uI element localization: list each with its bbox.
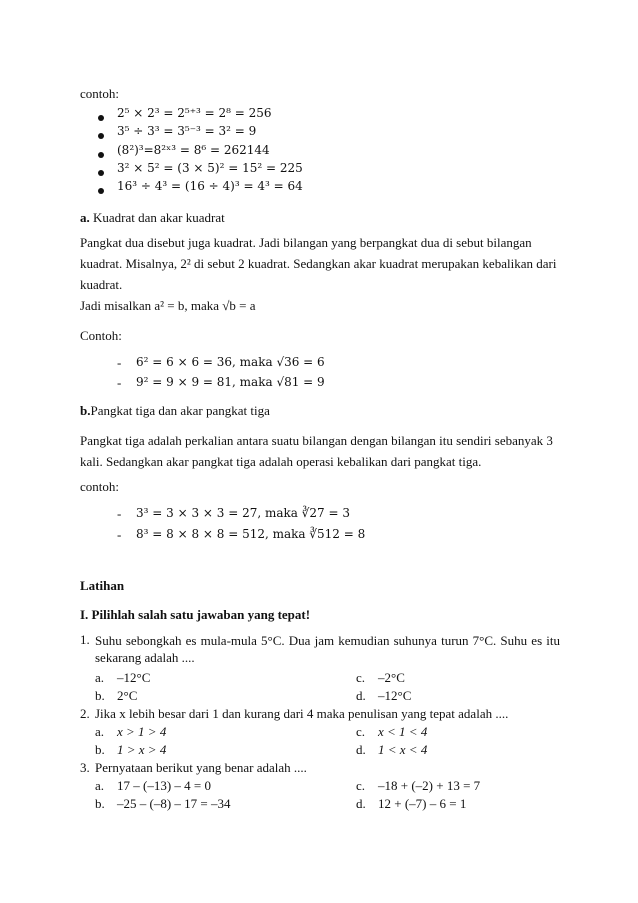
section-b-paragraph: Pangkat tiga adalah perkalian antara suatu bilangan dengan bilangan itu sendiri sebanyak 3 kali. Sedangkan akar pangkat tiga adalah operasi kebalikan dari pangkat tiga.: [80, 433, 553, 469]
bullet-item: 3² × 5² = (3 × 5)² = 15² = 225: [117, 161, 303, 175]
question-text: Pernyataan berikut yang benar adalah ....: [95, 760, 307, 775]
option-b[interactable]: b. 2°C: [95, 688, 138, 703]
option-b[interactable]: b. 1 > x > 4: [95, 742, 167, 757]
question-number: 3.: [80, 760, 90, 775]
bullet-dot: [98, 115, 104, 121]
section-b-example: 3³ = 3 × 3 × 3 = 27, maka ∛27 = 3: [136, 506, 350, 520]
question-number: 1.: [80, 632, 90, 647]
option-a[interactable]: a. –12°C: [95, 670, 151, 685]
bullet-dot: [98, 133, 104, 139]
latihan-instruction: I. Pilihlah salah satu jawaban yang tepat!: [80, 607, 311, 622]
section-a-heading: [80, 210, 225, 226]
section-a-example: 9² = 9 × 9 = 81, maka √81 = 9: [136, 375, 325, 389]
bullet-dot: [98, 188, 104, 194]
option-c[interactable]: c. –2°C: [356, 670, 405, 685]
bullet-dot: [98, 170, 104, 176]
section-a-example: 6² = 6 × 6 = 36, maka √36 = 6: [136, 355, 325, 369]
bullet-item: (8²)³=8²ˣ³ = 8⁶ = 262144: [117, 143, 270, 157]
question-text: Suhu sebongkah es mula-mula 5°C. Dua jam kemudian suhunya turun 7°C. Suhu es itu sekarang adalah ....: [95, 633, 560, 665]
option-a[interactable]: a. x > 1 > 4: [95, 724, 167, 739]
section-a-jadi: Jadi misalkan a² = b, maka √b = a: [80, 298, 256, 313]
option-b[interactable]: b. –25 – (–8) – 17 = –34: [95, 796, 231, 811]
bullet-dot: [98, 152, 104, 158]
section-b-title: Pangkat tiga dan akar pangkat tiga: [90, 403, 270, 418]
section-a-contoh: Contoh:: [80, 328, 122, 343]
option-a[interactable]: a. 17 – (–13) – 4 = 0: [95, 778, 211, 793]
section-a-label: a.: [80, 210, 90, 225]
bullet-item: 3⁵ ÷ 3³ = 3⁵⁻³ = 3² = 9: [117, 124, 257, 138]
dash-marker: -: [117, 355, 122, 370]
option-d[interactable]: d. 12 + (–7) – 6 = 1: [356, 796, 467, 811]
dash-marker: -: [117, 375, 122, 390]
section-a-title: Kuadrat dan akar kuadrat: [93, 210, 225, 225]
dash-marker: -: [117, 506, 122, 521]
dash-marker: -: [117, 527, 122, 542]
section-b-example: 8³ = 8 × 8 × 8 = 512, maka ∛512 = 8: [136, 527, 366, 541]
option-d[interactable]: d. –12°C: [356, 688, 412, 703]
option-c[interactable]: c. –18 + (–2) + 13 = 7: [356, 778, 481, 793]
section-a-paragraph: Pangkat dua disebut juga kuadrat. Jadi bilangan yang berpangkat dua di sebut bilangan kuadrat. Misalnya, 2² di sebut 2 kuadrat. Sedangkan akar kuadrat merupakan kebalikan dari kuadrat.: [80, 235, 557, 292]
section-b-heading: [80, 403, 270, 419]
option-d[interactable]: d. 1 < x < 4: [356, 742, 428, 757]
section-b-label: b.: [80, 403, 91, 418]
bullet-item: 2⁵ × 2³ = 2⁵⁺³ = 2⁸ = 256: [117, 106, 272, 120]
contoh-label-top: contoh:: [80, 86, 119, 101]
option-c[interactable]: c. x < 1 < 4: [356, 724, 428, 739]
section-b-contoh: contoh:: [80, 479, 119, 494]
question-number: 2.: [80, 706, 90, 721]
latihan-title: Latihan: [80, 578, 125, 593]
question-text: Jika x lebih besar dari 1 dan kurang dari 4 maka penulisan yang tepat adalah ....: [95, 706, 509, 721]
bullet-item: 16³ ÷ 4³ = (16 ÷ 4)³ = 4³ = 64: [117, 179, 303, 193]
